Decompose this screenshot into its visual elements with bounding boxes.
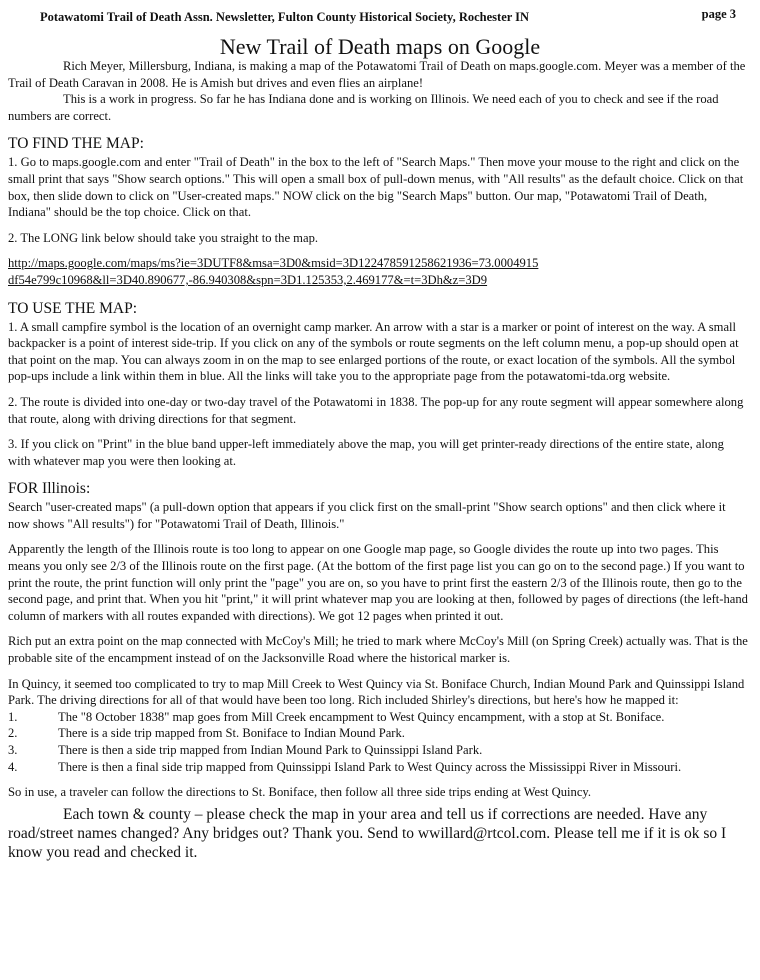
article-body [8,58,748,862]
list-item [8,709,748,726]
newsletter-header: Potawatomi Trail of Death Assn. Newsletter, Fulton County Historical Society, Rochester IN [40,10,530,24]
use-step-2: 2. The route is divided into one-day or two-day travel of the Potawatomi in 1838. The pop-up for any route segment will appear somewhere along that route, along with driving directions for that segment. [8,394,744,426]
illinois-search-paragraph: Search "user-created maps" (a pull-down option that appears if you click first on the small-print "Show search options" and then click where it now shows "All results") for "Potawatomi Trail of Death, Illinois." [8,500,726,531]
list-item-number: 3. [8,743,18,757]
use-step-1: 1. A small campfire symbol is the location of an overnight camp marker. An arrow with a star is a marker or point of interest on the way. A small backpacker is a point of interest side-trip. If you click on any of the symbols or route segments on the left column menu, a pop-up should open at that point on the map. You can always zoom in on the map to see enlarged portions of the route, or exact location of the symbols. All the symbol pop-ups include a link within them in blue. All the links will take you to the appropriate page from the potawatomi-tda.org website. [8,319,739,384]
list-item-number: 2. [8,726,18,741]
quincy-steps-list [8,709,748,775]
list-item [8,742,748,759]
closing-request: Each town & county – please check the map in your area and tell us if corrections are needed. Have any road/street names changed? Any bridges out? Thank you. Send to wwillard@rtcol.com. Please tell me if it is ok so I know you read and checked it. [8,805,727,861]
map-link[interactable]: http://maps.google.com/maps/ms?ie=3DUTF8&msa=3D0&msid=3D1224785912586219​36=73.0004915df54e799c10968&ll=3D40.890677,-86.940308&spn=3D1.125353,2.469177&=t=3Dh&z=3D9 [8,256,539,287]
quincy-paragraph: In Quincy, it seemed too complicated to try to map Mill Creek to West Quincy via St. Boniface Church, Indian Mound Park and Quinssippi Island Park. The driving directions for all of that would have been too long. Rich included Shirley's directions, but here's how he mapped it: [8,676,745,708]
use-map-heading: TO USE THE MAP: [8,299,138,317]
find-map-heading: TO FIND THE MAP: [8,135,144,153]
mccoys-mill-paragraph: Rich put an extra point on the map connected with McCoy's Mill; he tried to mark where McCoy's Mill (on Spring Creek) actually was. That is the probable site of the encampment instead of on the Jacksonville Road where the historical marker is. [8,634,748,666]
usage-summary-paragraph: So in use, a traveler can follow the directions to St. Boniface, then follow all three side trips ending at West Quincy. [8,785,592,800]
list-item-text: There is then a final side trip mapped from Quinssippi Island Park to West Quincy across the Mississippi River in Missouri. [58,759,682,774]
intro-paragraph-2: This is a work in progress. So far he has Indiana done and is working on Illinois. We need each of you to check and see if the road numbers are correct. [8,92,719,123]
illinois-route-paragraph: Apparently the length of the Illinois route is too long to appear on one Google map page, so Google divides the route up into two pages. This means you only see 2/3 of the Illinois route on the first page. (At the bottom of the first page list you can go on to the second page.) If you want to print the route, the print function will only print the "page" you are on, so you have to print first the eastern 2/3 of the Illinois route, then go to the second page, and print that. When you hit "print," it will print whatever map you are looking at then, followed by pages of directions (the left-hand column of markers with all routes expanded with directions). We got 12 pages when printed it out. [8,542,748,623]
use-step-3: 3. If you click on "Print" in the blue band upper-left immediately above the map, you will get printer-ready directions of the entire state, along with whatever map you were then looking at. [8,437,724,468]
find-step-1: 1. Go to maps.google.com and enter "Trail of Death" in the box to the left of "Search Maps." Then move your mouse to the right and click on the small print that says "Show search options." This will open a small box of pull-down menus, with "All results" as the default choice. Click on that box, then slide down to click on "User-created maps." NOW click on the big "Search Maps" button. Our map, "Potawatomi Trail of Death, Indiana" should be the top choice. Click on that. [8,155,744,220]
list-item-text: There is then a side trip mapped from Indian Mound Park to Quinssippi Island Park. [58,743,483,757]
list-item-number: 4. [8,759,18,774]
illinois-heading: FOR Illinois: [8,480,91,498]
list-item [8,759,748,776]
page-number: page 3 [701,7,736,21]
find-step-2: 2. The LONG link below should take you straight to the map. [8,230,319,245]
list-item-text: There is a side trip mapped from St. Boniface to Indian Mound Park. [58,726,405,741]
intro-paragraph-1: Rich Meyer, Millersburg, Indiana, is making a map of the Potawatomi Trail of Death on maps.google.com. Meyer was a member of the Trail of Death Caravan in 2008. He is Amish but drives and even flies an airplane! [8,59,746,90]
list-item-number: 1. [8,709,18,724]
list-item [8,725,748,742]
list-item-text: The "8 October 1838" map goes from Mill Creek encampment to West Quincy encampment, with a stop at St. Boniface. [58,709,665,724]
article-title: New Trail of Death maps on Google [219,34,541,59]
